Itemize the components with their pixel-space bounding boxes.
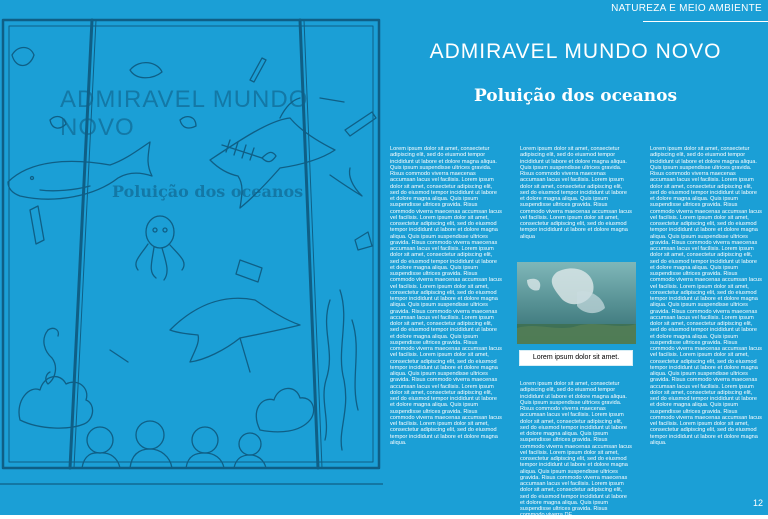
right-page-article bbox=[383, 0, 768, 519]
page-number: 12 bbox=[752, 498, 763, 508]
seaweed-drawing bbox=[324, 290, 358, 450]
manta-ray-drawing bbox=[170, 298, 300, 372]
section-label: NATUREZA E MEIO AMBIENTE bbox=[611, 3, 762, 14]
ghost-title: ADMIRAVEL MUNDO NOVO bbox=[60, 86, 309, 141]
ocean-window-drawing bbox=[0, 0, 383, 515]
fish-skeleton-drawing bbox=[222, 140, 276, 162]
ghost-subtitle: Poluição dos oceanos bbox=[112, 182, 304, 201]
section-rule bbox=[643, 21, 768, 22]
octopus-drawing bbox=[136, 216, 184, 280]
coral-drawing bbox=[19, 377, 314, 432]
article-subtitle: Poluição dos oceanos bbox=[473, 86, 678, 106]
photo-caption: Lorem ipsum dolor sit amet. bbox=[520, 351, 632, 365]
text-column-1: Lorem ipsum dolor sit amet, consectetur adipiscing elit, sed do eiusmod tempor incididunt ut labore et dolore magna aliqua. Quis ipsum suspendisse ultrices gravida. Risus commodo viverra maecenas accumsan lacus vel facilisis. Lorem ipsum dolor sit amet, consectetur adipiscing elit, sed do eiusmod tempor incididunt ut labore et dolore magna aliqua. Quis ipsum suspendisse ultrices gravida. Risus commodo viverra maecenas accumsan lacus vel facilisis. Lorem ipsum dolor sit amet, consectetur adipiscing elit, sed do eiusmod tempor incididunt ut labore et dolore magna aliqua. Quis ipsum suspendisse ultrices gravida. Risus commodo viverra maecenas accumsan lacus vel facilisis. Lorem ipsum dolor sit amet, consectetur adipiscing elit, sed do eiusmod tempor incididunt ut labore et dolore magna aliqua. Quis ipsum suspendisse ultrices gravida. Risus commodo viverra maecenas accumsan lacus vel facilisis. Lorem ipsum dolor sit amet, consectetur adipiscing elit, sed do eiusmod tempor incididunt ut labore et dolore magna aliqua. Quis ipsum suspendisse ultrices gravida. Risus commodo viverra maecenas accumsan lacus vel facilisis. Lorem ipsum dolor sit amet, consectetur adipiscing elit, sed do eiusmod tempor incididunt ut labore et dolore magna aliqua. Quis ipsum suspendisse ultrices gravida. Risus commodo viverra maecenas accumsan lacus vel facilisis. Lorem ipsum dolor sit amet, consectetur adipiscing elit, sed do eiusmod tempor incididunt ut labore et dolore magna aliqua. Quis ipsum suspendisse ultrices gravida. Risus commodo viverra maecenas accumsan lacus vel facilisis. Lorem ipsum dolor sit amet, consectetur adipiscing elit, sed do eiusmod tempor incididunt ut labore et dolore magna aliqua. Quis ipsum suspendisse ultrices gravida. Risus commodo viverra maecenas accumsan lacus vel facilisis. Lorem ipsum dolor sit amet, consectetur adipiscing elit, sed do eiusmod tempor incididunt ut labore et dolore magna aliqua. bbox=[390, 146, 502, 446]
children-drawing bbox=[82, 421, 266, 468]
article-title: ADMIRAVEL MUNDO NOVO bbox=[429, 40, 722, 63]
plastic-trash-drawing bbox=[12, 48, 376, 363]
shark-drawing bbox=[210, 98, 362, 208]
ocean-plastic-photo bbox=[517, 262, 636, 344]
photo-illustration bbox=[517, 262, 636, 344]
text-column-2-bottom: Lorem ipsum dolor sit amet, consectetur adipiscing elit, sed do eiusmod tempor incididunt ut labore et dolore magna aliqua. Quis ipsum suspendisse ultrices gravida. Risus commodo viverra maecenas accumsan lacus vel facilisis. Lorem ipsum dolor sit amet, consectetur adipiscing elit, sed do eiusmod tempor incididunt ut labore et dolore magna aliqua. Quis ipsum suspendisse ultrices gravida. Risus commodo viverra maecenas accumsan lacus vel facilisis. Lorem ipsum dolor sit amet, consectetur adipiscing elit, sed do eiusmod tempor incididunt ut labore et dolore magna aliqua. Quis ipsum suspendisse ultrices gravida. Risus commodo viverra maecenas accumsan lacus vel facilisis. Lorem ipsum dolor sit amet, consectetur adipiscing elit, sed do eiusmod tempor incididunt ut labore et dolore magna aliqua. Quis ipsum suspendisse ultrices gravida. Risus commodo viverra DE. bbox=[520, 381, 632, 519]
text-column-2-top: Lorem ipsum dolor sit amet, consectetur adipiscing elit, sed do eiusmod tempor incididunt ut labore et dolore magna aliqua. Quis ipsum suspendisse ultrices gravida. Risus commodo viverra maecenas accumsan lacus vel facilisis. Lorem ipsum dolor sit amet, consectetur adipiscing elit, sed do eiusmod tempor incididunt ut labore et dolore magna aliqua. Quis ipsum suspendisse ultrices gravida. Risus commodo viverra maecenas accumsan lacus vel facilisis. Lorem ipsum dolor sit amet, consectetur adipiscing elit, sed do eiusmod tempor incididunt ut labore et dolore magna aliqua bbox=[520, 146, 632, 240]
text-column-3: Lorem ipsum dolor sit amet, consectetur adipiscing elit, sed do eiusmod tempor incididunt ut labore et dolore magna aliqua. Quis ipsum suspendisse ultrices gravida. Risus commodo viverra maecenas accumsan lacus vel facilisis. Lorem ipsum dolor sit amet, consectetur adipiscing elit, sed do eiusmod tempor incididunt ut labore et dolore magna aliqua. Quis ipsum suspendisse ultrices gravida. Risus commodo viverra maecenas accumsan lacus vel facilisis. Lorem ipsum dolor sit amet, consectetur adipiscing elit, sed do eiusmod tempor incididunt ut labore et dolore magna aliqua. Quis ipsum suspendisse ultrices gravida. Risus commodo viverra maecenas accumsan lacus vel facilisis. Lorem ipsum dolor sit amet, consectetur adipiscing elit, sed do eiusmod tempor incididunt ut labore et dolore magna aliqua. Quis ipsum suspendisse ultrices gravida. Risus commodo viverra maecenas accumsan lacus vel facilisis. Lorem ipsum dolor sit amet, consectetur adipiscing elit, sed do eiusmod tempor incididunt ut labore et dolore magna aliqua. Quis ipsum suspendisse ultrices gravida. Risus commodo viverra maecenas accumsan lacus vel facilisis. Lorem ipsum dolor sit amet, consectetur adipiscing elit, sed do eiusmod tempor incididunt ut labore et dolore magna aliqua. Quis ipsum suspendisse ultrices gravida. Risus commodo viverra maecenas accumsan lacus vel facilisis. Lorem ipsum dolor sit amet, consectetur adipiscing elit, sed do eiusmod tempor incididunt ut labore et dolore magna aliqua. Quis ipsum suspendisse ultrices gravida. Risus commodo viverra maecenas accumsan lacus vel facilisis. Lorem ipsum dolor sit amet, consectetur adipiscing elit, sed do eiusmod tempor incididunt ut labore et dolore magna aliqua. Quis ipsum suspendisse ultrices gravida. Risus commodo viverra maecenas accumsan lacus vel facilisis. Lorem ipsum dolor sit amet, consectetur adipiscing elit, sed do eiusmod tempor incididunt ut labore et dolore magna aliqua. bbox=[650, 146, 762, 446]
left-page-illustration bbox=[0, 0, 383, 515]
seahorse-drawing bbox=[44, 328, 58, 384]
whale-drawing bbox=[8, 142, 152, 199]
